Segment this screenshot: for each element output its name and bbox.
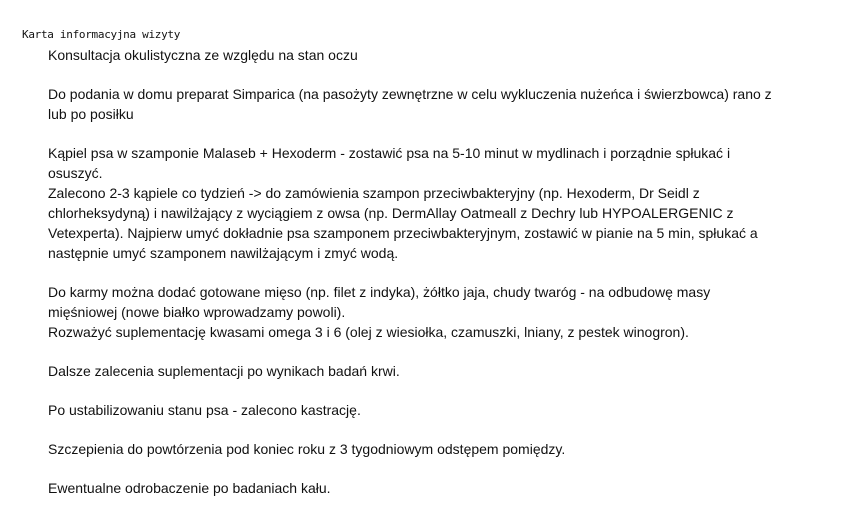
text-line: Po ustabilizowaniu stanu psa - zalecono kastrację. — [48, 402, 361, 418]
text-line: następnie umyć szamponem nawilżającym i zmyć wodą. — [48, 245, 399, 261]
text-line: Vetexperta). Najpierw umyć dokładnie psa szamponem przeciwbakteryjnym, zostawić w pianie na 5 min, spłukać a — [48, 225, 758, 241]
text-line: Rozważyć suplementację kwasami omega 3 i 6 (olej z wiesiołka, czamuszki, lniany, z pestek winogron). — [48, 324, 689, 340]
text-line: mięśniowej (nowe białko wprowadzamy powoli). — [48, 304, 346, 320]
paragraph-deworming — [48, 478, 828, 498]
text-line: osuszyć. — [48, 165, 103, 181]
text-line: Szczepienia do powtórzenia pod koniec roku z 3 tygodniowym odstępem pomiędzy. — [48, 441, 566, 457]
text-line: Konsultacja okulistyczna ze względu na stan oczu — [48, 47, 358, 63]
document-title: Karta informacyjna wizyty — [22, 28, 181, 41]
paragraph-simparica — [48, 84, 828, 124]
paragraph-diet — [48, 282, 828, 342]
text-line: chlorheksydyną) i nawilżający z wyciągiem z owsa (np. DermAllay Oatmeall z Dechry lub HYPOALERGENIC z — [48, 205, 734, 221]
text-line: Zalecono 2-3 kąpiele co tydzień -> do zamówienia szampon przeciwbakteryjny (np. Hexoderm, Dr Seidl z — [48, 185, 700, 201]
text-line: Kąpiel psa w szamponie Malaseb + Hexoderm - zostawić psa na 5-10 minut w mydlinach i porządnie spłukać i — [48, 145, 731, 161]
paragraph-supplementation — [48, 361, 828, 381]
paragraph-castration — [48, 400, 828, 420]
text-line: Dalsze zalecenia suplementacji po wynikach badań krwi. — [48, 363, 400, 379]
text-line: Ewentualne odrobaczenie po badaniach kału. — [48, 480, 331, 496]
visit-notes — [48, 45, 828, 517]
paragraph-bathing — [48, 143, 828, 263]
text-line: Do karmy można dodać gotowane mięso (np. filet z indyka), żółtko jaja, chudy twaróg - na odbudowę masy — [48, 284, 711, 300]
paragraph-eye-consultation — [48, 45, 828, 65]
text-line: lub po posiłku — [48, 106, 134, 122]
text-line: Do podania w domu preparat Simparica (na pasożyty zewnętrzne w celu wykluczenia nużeńca i świerzbowca) rano z — [48, 86, 772, 102]
paragraph-vaccination — [48, 439, 828, 459]
